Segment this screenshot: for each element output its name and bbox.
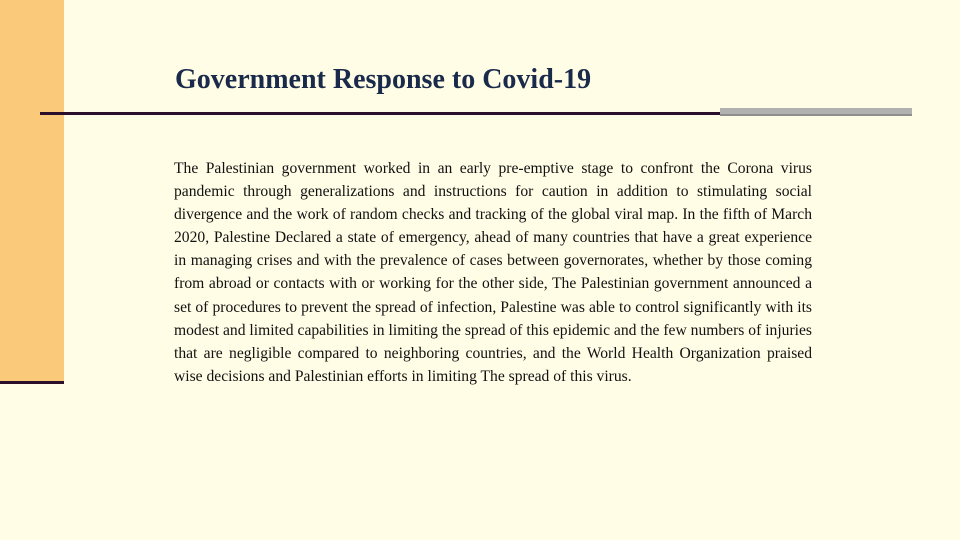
title-divider xyxy=(40,112,720,115)
side-accent-rule xyxy=(0,381,64,384)
slide-title: Government Response to Covid-19 xyxy=(175,64,592,95)
title-divider-accent-shadow xyxy=(720,114,912,116)
slide-body-paragraph: The Palestinian government worked in an early pre-emptive stage to confront the Corona virus pandemic through generalizations and instructions for caution in addition to stimulating social divergence and the work of random checks and tracking of the global viral map. In the fifth of March 2020, Palestine Declared a state of emergency, ahead of many countries that have a great experience in managing crises and with the prevalence of cases between governorates, whether by those coming from abroad or contacts with or working for the other side, The Palestinian government announced a set of procedures to prevent the spread of infection, Palestine was able to control significantly with its modest and limited capabilities in limiting the spread of this epidemic and the few numbers of injuries that are negligible compared to neighboring countries, and the World Health Organization praised wise decisions and Palestinian efforts in limiting The spread of this virus. xyxy=(174,160,812,385)
side-accent-bar xyxy=(0,0,64,381)
